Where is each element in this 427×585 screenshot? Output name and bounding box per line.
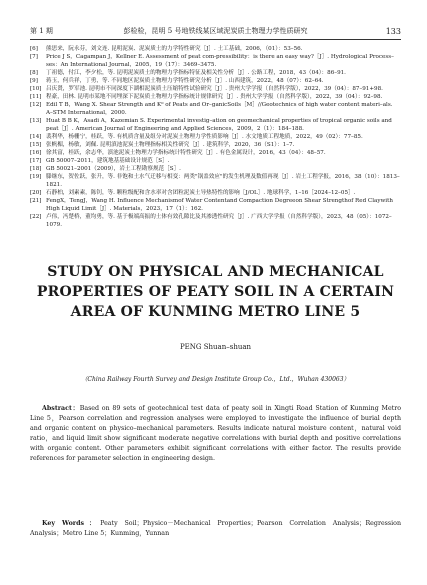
reference-number: [18] [30, 166, 42, 172]
reference-text: 石静柏，刘素素，陈钊，等. 颗粒级配和含水率对含团粒泥炭土导热特性的影响［J/OL］. 地球科学，1–16［2024–12–05］. [46, 190, 356, 196]
reference-text: 滕继东，贺佐跃，张升，等. 非饱和土水气迁移与相变：两类"锅盖效应"的发生机理及数值再现［J］. 岩土工程学报，2016，38（10）：1813–1821. [46, 174, 400, 188]
reference-item [30, 53, 401, 69]
reference-item [30, 93, 401, 101]
reference-text: 蒋玉，何兵祥，丁勇，等. 不同地区泥炭质土物理力学特性研究分析［J］. 山西建筑，2022，48（07）：62–64. [46, 78, 324, 84]
reference-text: Edil T B，Wang X. Shear Strength and K⁰ of Peats and Or–ganicSoils［M］//Geotechnics of high water content materi–als. A–STM International，2000. [46, 102, 393, 116]
reference-number: [10] [30, 86, 42, 92]
reference-number: [7] [30, 54, 38, 60]
reference-item [30, 141, 401, 149]
issue-number: 第 1 期 [30, 27, 53, 35]
abstract-text: Based on 89 sets of geotechnical test data of peaty soil in Xingti Road Station of Kunming Metro Line 5，Pearson correlation and regression analyses were employed to investigate the influence of burial depth and organic content on physico–mechanical parameters. Results indicate natural moisture content，natural void ratio，and liquid limit show significant moderate negative correlations with burial depth and positive correlations with organic content. Other parameters exhibit significant correlations with either factor. The results provide references for parameter selection in engineering design. [30, 405, 401, 462]
running-title: 彭检检，昆明 5 号地铁线某区域泥炭质土物理力学性质研究 [123, 27, 308, 35]
reference-number: [13] [30, 118, 42, 124]
reference-text: 张帆楣，杨敏，刘佩. 昆明滇池泥炭土物理指标相关性研究［J］. 建筑科学，2020，36（S1）：1–7. [46, 142, 295, 148]
reference-text: GB 50007–2011，建筑地基基础设计规范［S］. [46, 158, 170, 164]
reference-item [30, 69, 401, 77]
reference-item [30, 213, 401, 229]
reference-item [30, 101, 401, 117]
reference-text: 吕庆贤，罗军池. 昆明市不同深度下湖相泥炭质土压缩特性试验研究［J］. 贵州大学学报（自然科学版），2022，39（04）：87–91+98. [46, 86, 383, 92]
reference-number: [11] [30, 94, 42, 100]
reference-number: [22] [30, 214, 42, 220]
reference-number: [15] [30, 142, 42, 148]
reference-item [30, 197, 401, 213]
reference-item [30, 85, 401, 93]
reference-number: [20] [30, 190, 42, 196]
reference-number: [14] [30, 134, 42, 140]
title-line: STUDY ON PHYSICAL AND MECHANICAL [47, 264, 384, 280]
article-title [30, 262, 401, 322]
keywords [30, 519, 401, 539]
reference-text: 熊思来，阮永芬，刘文连. 昆明泥炭、泥炭质土的力学特性研究［J］. 土工基础，2006，（01）：53–56. [46, 46, 303, 52]
reference-item [30, 77, 401, 85]
title-line: PROPERTIES OF PEATY SOIL IN A CERTAIN [36, 284, 395, 300]
reference-number: [21] [30, 198, 42, 204]
reference-number: [6] [30, 46, 38, 52]
title-line: AREA OF KUNMING METRO LINE 5 [70, 304, 361, 320]
reference-number: [12] [30, 102, 42, 108]
reference-number: [17] [30, 158, 42, 164]
keywords-label: Key Words： [42, 520, 101, 527]
reference-item [30, 133, 401, 141]
reference-item [30, 117, 401, 133]
reference-item [30, 173, 401, 189]
reference-number: [19] [30, 174, 42, 180]
abstract-label: Abstract： [42, 405, 80, 412]
reference-text: FengX，TengJ，Wang H. Influence Mechanismof Water Contentand Compaction Degreeon Shear Strengthof Red Claywith High Liquid Limit［J］. Materials，2023，17（1）：162. [46, 198, 393, 212]
reference-text: 程豪，田林. 昆明市某地不同埋深下泥炭质土物理力学指标统计规律研究［J］. 贵州大学学报（自然科学版），2022，39（04）：92–98. [46, 94, 383, 100]
reference-text: Price J S，Cagampan J，Kellner E. Assessment of peat com-pressibility：is there an easy way?［J］. Hydrological Process–ses：An International Journal，2005，19（17）：3469–3475. [46, 54, 394, 68]
reference-text: 徐其富，桂跃，余志华，滇池泥炭土物理力学指标统计特性研究［J］. 有色金属设计，2016，43（04）：48–57. [46, 150, 326, 156]
reference-number: [8] [30, 70, 38, 76]
author-name: PENG Shuan–shuan [179, 343, 252, 351]
abstract [30, 404, 401, 464]
reference-text: 卢伟，冯楚桥，董均勇，等. 基于极端高振的土体有效孔隙比及其渗透性研究［J］. 广西大学学报（自然科学版），2023，48（05）：1072–1079. [46, 214, 392, 228]
reference-text: 裴利华，杨栅宁，桂跃，等. 有机质含量及组分对泥炭土物理力学性质影响［J］. 水文地质工程地质，2022，49（02）：77–85. [46, 134, 363, 140]
reference-list [30, 45, 401, 229]
reference-number: [9] [30, 78, 38, 84]
running-header [30, 24, 401, 38]
reference-item [30, 165, 401, 173]
reference-item [30, 45, 401, 53]
reference-number: [16] [30, 150, 42, 156]
reference-item [30, 189, 401, 197]
reference-text: Huat B B K，Asadi A，Kazemian S. Experimental investig–ation on geomechanical properties of tropical organic soils and peat［J］. American Journal of Engineering and Applied Sciences，2009，2（1）：184–188. [46, 118, 392, 132]
keywords-text: Peaty Soil；Physico－Mechanical Properties；Pearson Correlation Analysis；Regression Analysis；Metro Line 5；Kunming，Yunnan [30, 520, 401, 537]
reference-item [30, 149, 401, 157]
reference-text: GB 50021–2001（2009），岩土工程勘察规范［S］. [46, 166, 181, 172]
author-affiliation: （China Railway Fourth Survey and Design Institute Group Co.，Ltd.，Wuhan 430063） [81, 376, 350, 383]
reference-text: 丁祖德，付江，李夕松，等. 昆明泥炭质土的物理力学指标特征及相关性分析［J］. 公路工程，2018，43（04）：86–91. [46, 70, 346, 76]
page-number: 133 [385, 26, 401, 36]
reference-item [30, 157, 401, 165]
header-rule [30, 39, 401, 40]
